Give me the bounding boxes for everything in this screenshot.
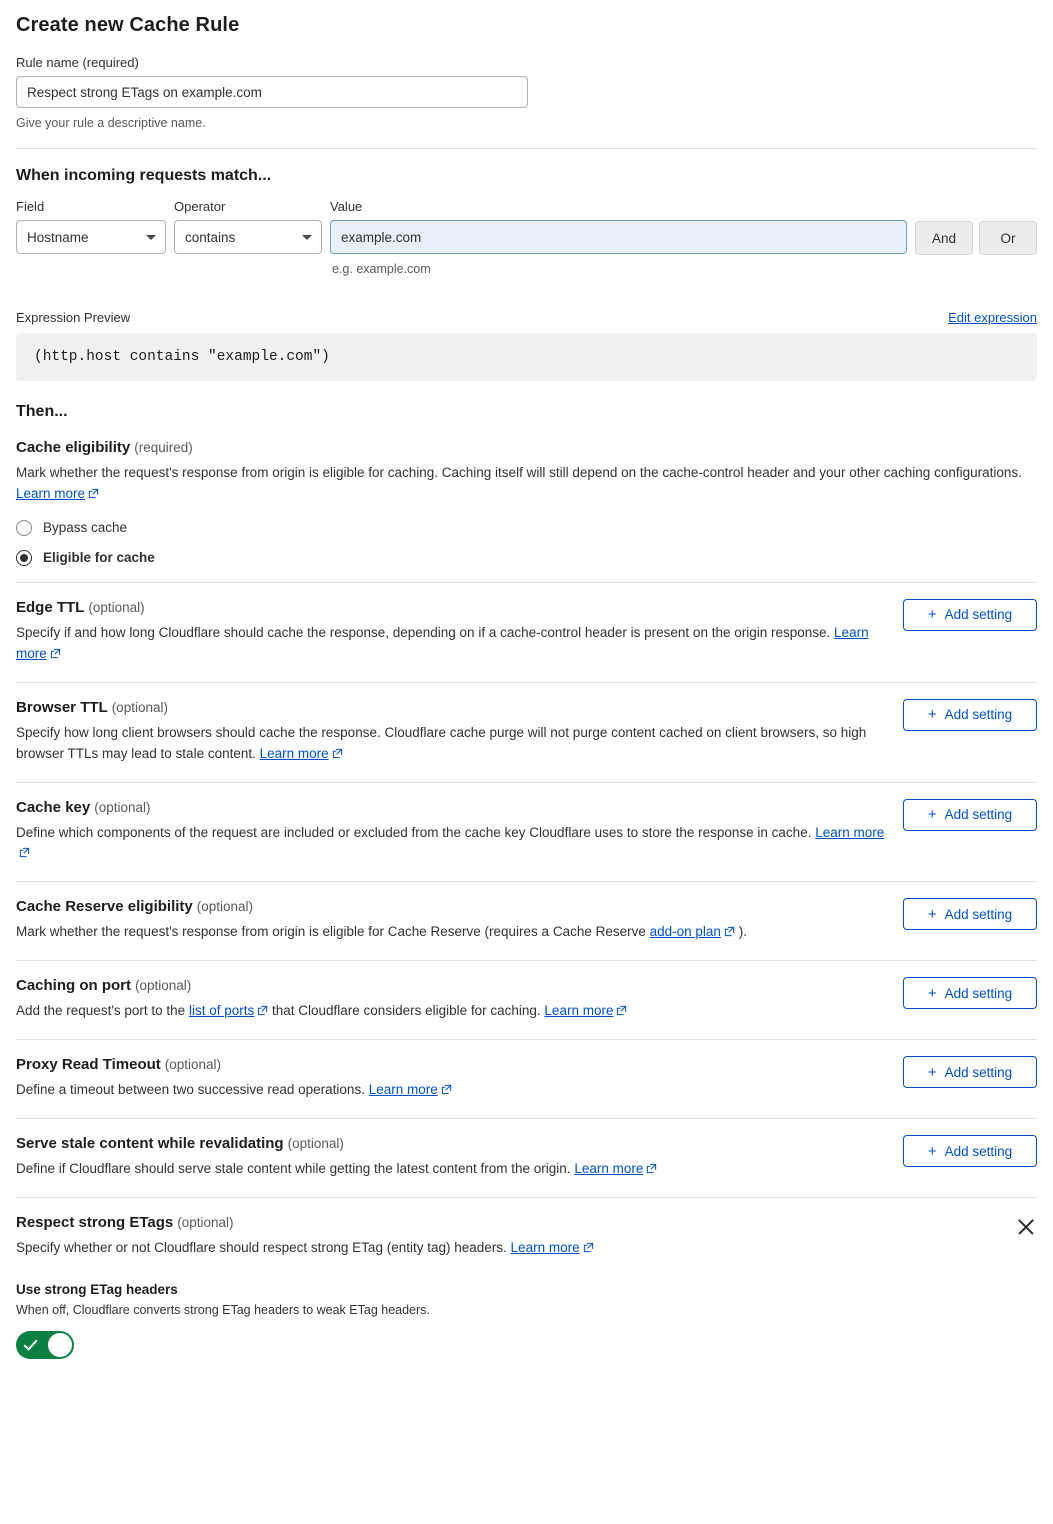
rule-name-group bbox=[16, 55, 1037, 130]
radio-bypass-cache[interactable] bbox=[16, 520, 1037, 536]
caching-on-port-desc-mid: that Cloudflare considers eligible for caching. bbox=[272, 1003, 541, 1019]
cache-key-learn-more-link[interactable]: Learn more bbox=[815, 824, 885, 840]
external-link-icon bbox=[332, 745, 343, 766]
rule-name-helper: Give your rule a descriptive name. bbox=[16, 116, 206, 130]
cache-eligibility-desc-text: Mark whether the request's response from origin is eligible for caching. Caching itself will still depend on the cache-control header and your other caching configurations. bbox=[16, 465, 1022, 480]
plus-icon: + bbox=[927, 706, 937, 724]
divider bbox=[16, 148, 1037, 149]
cache-eligibility-optional: (required) bbox=[134, 440, 193, 455]
page-title: Create new Cache Rule bbox=[16, 14, 240, 36]
plus-icon: + bbox=[927, 984, 937, 1002]
serve-stale-title: Serve stale content while revalidating bbox=[16, 1135, 284, 1153]
caching-on-port-optional: (optional) bbox=[135, 978, 192, 994]
edge-ttl-desc: Specify if and how long Cloudflare should cache the response, depending on if a cache-control header is present on the origin response. bbox=[16, 624, 831, 640]
add-setting-label: Add setting bbox=[944, 906, 1013, 922]
field-header: Field bbox=[16, 199, 45, 214]
etags-title: Respect strong ETags bbox=[16, 1214, 174, 1232]
cache-eligibility-desc bbox=[16, 463, 1028, 506]
setting-serve-stale-content bbox=[16, 1118, 1037, 1197]
serve-stale-learn-more-link[interactable]: Learn more bbox=[574, 1161, 644, 1177]
add-setting-serve-stale-button[interactable] bbox=[903, 1135, 1037, 1167]
add-setting-label: Add setting bbox=[944, 607, 1013, 623]
external-link-icon bbox=[50, 645, 61, 666]
add-setting-label: Add setting bbox=[944, 1064, 1013, 1080]
external-link-icon bbox=[724, 923, 735, 944]
caching-on-port-title: Caching on port bbox=[16, 977, 131, 995]
add-setting-cache-reserve-button[interactable] bbox=[903, 898, 1037, 930]
radio-bypass-cache-icon bbox=[16, 520, 32, 536]
setting-edge-ttl bbox=[16, 582, 1037, 682]
setting-caching-on-port bbox=[16, 960, 1037, 1039]
setting-cache-eligibility bbox=[16, 439, 1037, 582]
toggle-knob bbox=[48, 1333, 72, 1357]
rule-name-input[interactable] bbox=[16, 76, 528, 108]
external-link-icon bbox=[88, 485, 99, 506]
caching-on-port-desc-pre: Add the request's port to the bbox=[16, 1003, 186, 1019]
proxy-read-timeout-learn-more-link[interactable]: Learn more bbox=[368, 1082, 438, 1098]
add-setting-label: Add setting bbox=[944, 707, 1013, 723]
proxy-read-timeout-desc: Define a timeout between two successive read operations. bbox=[16, 1082, 365, 1098]
expression-preview-box: (http.host contains "example.com") bbox=[16, 333, 1037, 381]
plus-icon: + bbox=[927, 806, 937, 824]
plus-icon: + bbox=[927, 905, 937, 923]
cache-eligibility-title bbox=[16, 439, 1037, 456]
value-input[interactable] bbox=[330, 220, 907, 254]
cache-reserve-addon-plan-link[interactable]: add-on plan bbox=[649, 924, 721, 940]
external-link-icon bbox=[19, 844, 30, 865]
add-setting-browser-ttl-button[interactable] bbox=[903, 699, 1037, 731]
etags-toggle[interactable] bbox=[16, 1331, 74, 1359]
chevron-down-icon bbox=[302, 235, 312, 240]
setting-cache-key bbox=[16, 782, 1037, 882]
external-link-icon bbox=[583, 1239, 594, 1260]
external-link-icon bbox=[616, 1002, 627, 1023]
caching-on-port-list-of-ports-link[interactable]: list of ports bbox=[188, 1003, 255, 1019]
cache-reserve-desc-pre: Mark whether the request's response from origin is eligible for Cache Reserve (requires a Cache Reserve bbox=[16, 924, 646, 940]
plus-icon: + bbox=[927, 606, 937, 624]
match-row bbox=[16, 199, 1037, 276]
radio-bypass-cache-label: Bypass cache bbox=[43, 520, 128, 536]
add-setting-label: Add setting bbox=[944, 807, 1013, 823]
cache-eligibility-learn-more-link[interactable]: Learn more bbox=[16, 485, 86, 501]
etags-toggle-label: Use strong ETag headers bbox=[16, 1281, 178, 1297]
add-setting-proxy-read-timeout-button[interactable] bbox=[903, 1056, 1037, 1088]
value-column bbox=[330, 199, 907, 276]
plus-icon: + bbox=[927, 1063, 937, 1081]
plus-icon: + bbox=[927, 1142, 937, 1160]
then-title: Then... bbox=[16, 403, 68, 420]
serve-stale-desc: Define if Cloudflare should serve stale content while getting the latest content from the origin. bbox=[16, 1161, 571, 1177]
add-setting-label: Add setting bbox=[944, 1143, 1013, 1159]
edit-expression-link[interactable]: Edit expression bbox=[948, 310, 1037, 325]
add-setting-caching-on-port-button[interactable] bbox=[903, 977, 1037, 1009]
edge-ttl-title: Edge TTL bbox=[16, 598, 85, 616]
setting-proxy-read-timeout bbox=[16, 1039, 1037, 1118]
value-hint: e.g. example.com bbox=[332, 262, 431, 276]
cache-key-desc: Define which components of the request are included or excluded from the cache key Cloudflare uses to store the response in cache. bbox=[16, 824, 812, 840]
logic-buttons bbox=[915, 199, 1037, 255]
setting-cache-reserve-eligibility bbox=[16, 881, 1037, 960]
field-column bbox=[16, 199, 166, 254]
radio-eligible-for-cache-label: Eligible for cache bbox=[43, 550, 155, 566]
operator-header: Operator bbox=[174, 199, 226, 214]
cache-reserve-title: Cache Reserve eligibility bbox=[16, 898, 193, 916]
edge-ttl-learn-more-link[interactable]: Learn more bbox=[16, 624, 869, 661]
value-header: Value bbox=[330, 199, 363, 214]
proxy-read-timeout-optional: (optional) bbox=[164, 1057, 222, 1073]
etags-optional: (optional) bbox=[177, 1215, 234, 1231]
and-button[interactable]: And bbox=[915, 221, 973, 255]
remove-etags-setting-button[interactable] bbox=[1015, 1216, 1037, 1238]
external-link-icon bbox=[646, 1160, 657, 1181]
serve-stale-optional: (optional) bbox=[287, 1136, 344, 1152]
cache-reserve-desc-post: ). bbox=[738, 924, 747, 940]
or-button[interactable]: Or bbox=[979, 221, 1037, 255]
cache-reserve-optional: (optional) bbox=[196, 899, 254, 915]
etags-toggle-desc: When off, Cloudflare converts strong ETag headers to weak ETag headers. bbox=[16, 1302, 430, 1317]
operator-column bbox=[174, 199, 322, 254]
add-setting-edge-ttl-button[interactable] bbox=[903, 599, 1037, 631]
radio-eligible-for-cache[interactable] bbox=[16, 550, 1037, 566]
etags-learn-more-link[interactable]: Learn more bbox=[510, 1240, 580, 1256]
setting-respect-strong-etags bbox=[16, 1197, 1037, 1375]
edge-ttl-optional: (optional) bbox=[88, 599, 145, 615]
expression-preview-label: Expression Preview bbox=[16, 310, 131, 325]
cache-key-optional: (optional) bbox=[94, 799, 151, 815]
external-link-icon bbox=[257, 1002, 268, 1023]
browser-ttl-title: Browser TTL bbox=[16, 698, 108, 716]
chevron-down-icon bbox=[146, 235, 156, 240]
check-icon bbox=[24, 1336, 38, 1350]
proxy-read-timeout-title: Proxy Read Timeout bbox=[16, 1056, 161, 1074]
expression-header bbox=[16, 310, 1037, 325]
setting-browser-ttl bbox=[16, 682, 1037, 782]
field-select-value: Hostname bbox=[27, 229, 89, 245]
external-link-icon bbox=[441, 1081, 452, 1102]
etags-desc: Specify whether or not Cloudflare should respect strong ETag (entity tag) headers. bbox=[16, 1240, 507, 1256]
browser-ttl-desc: Specify how long client browsers should cache the response. Cloudflare cache purge will not purge content cached on client browsers, so high browser TTLs may lead to stale content. bbox=[16, 724, 867, 761]
field-select[interactable] bbox=[16, 220, 166, 254]
caching-on-port-learn-more-link[interactable]: Learn more bbox=[544, 1003, 614, 1019]
browser-ttl-learn-more-link[interactable]: Learn more bbox=[259, 745, 329, 761]
rule-name-label: Rule name (required) bbox=[16, 55, 139, 70]
operator-select-value: contains bbox=[185, 229, 236, 245]
cache-eligibility-title-text: Cache eligibility bbox=[16, 439, 131, 456]
cache-key-title: Cache key bbox=[16, 798, 91, 816]
browser-ttl-optional: (optional) bbox=[111, 699, 168, 715]
add-setting-cache-key-button[interactable] bbox=[903, 799, 1037, 831]
match-section-title: When incoming requests match... bbox=[16, 167, 272, 184]
operator-select[interactable] bbox=[174, 220, 322, 254]
radio-eligible-for-cache-icon bbox=[16, 550, 32, 566]
add-setting-label: Add setting bbox=[944, 985, 1013, 1001]
